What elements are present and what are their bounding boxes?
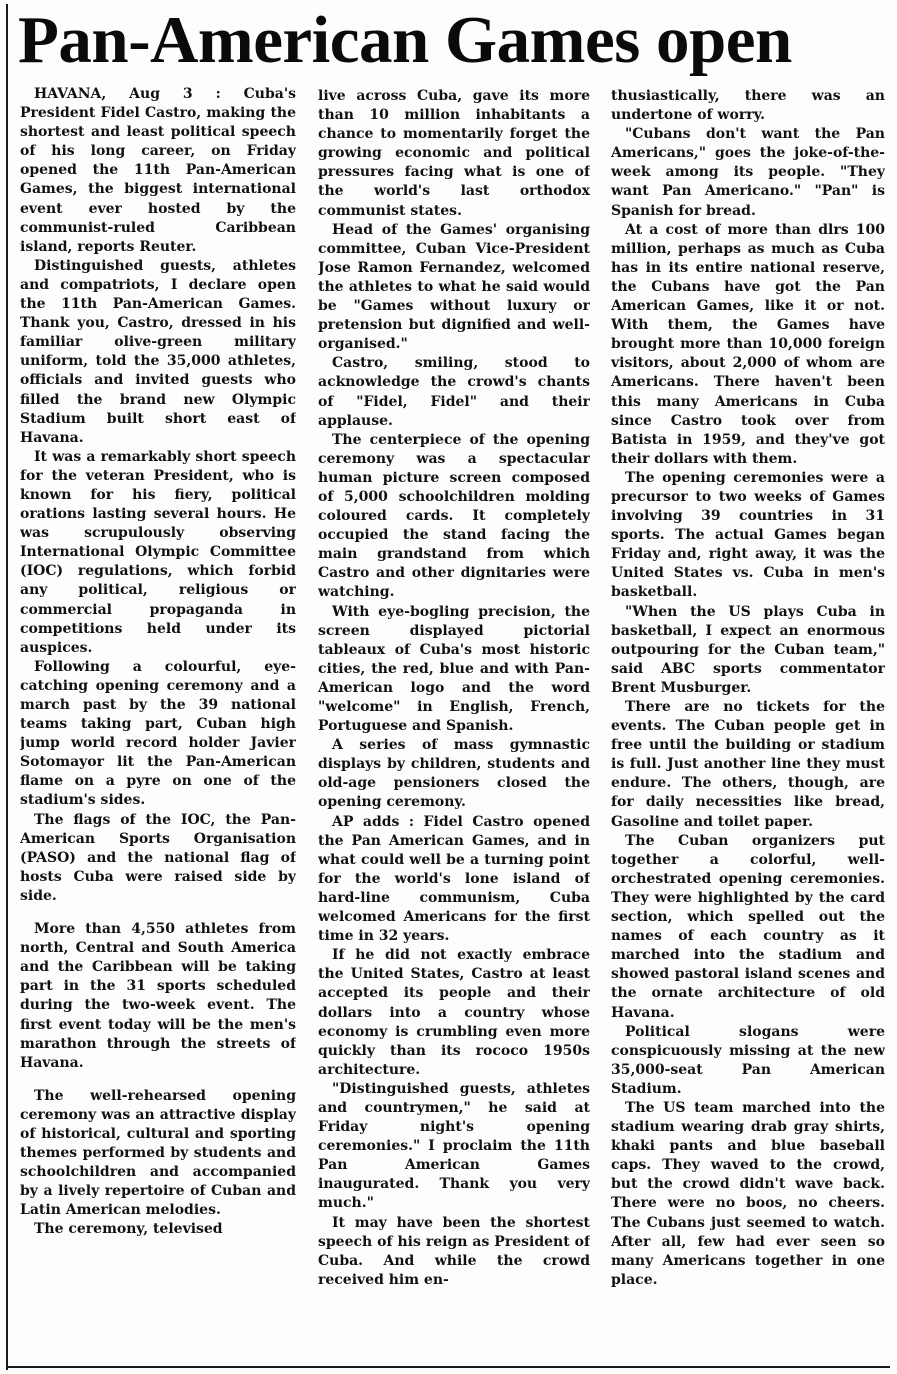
paragraph: There are no tickets for the events. The Cuban people get in free until the building or stadium is full. Just another line they must endure. The others, though, are for daily necessities like bread, Gasoline and toilet paper. <box>611 699 885 830</box>
paragraph: Following a colourful, eye-catching opening ceremony and a march past by the 39 national teams taking part, Cuban high jump world record holder Javier Sotomayor lit the Pan-American flame on a pyre on one of the stadium's sides. <box>20 658 296 809</box>
paragraph: If he did not exactly embrace the United States, Castro at least accepted its people and their dollars into a country whose economy is crumbling even more quickly than its rococo 1950s architecture. <box>318 947 590 1078</box>
article-column-1 <box>20 85 296 1360</box>
paragraph: The US team marched into the stadium wearing drab gray shirts, khaki pants and blue baseball caps. They waved to the crowd, but the crowd didn't wave back. There were no boos, no cheers. The Cubans just seemed to watch. After all, few had ever seen so many Americans together in one place. <box>611 1099 885 1288</box>
paragraph: Castro, smiling, stood to acknowledge the crowd's chants of "Fidel, Fidel" and their applause. <box>318 355 590 429</box>
paragraph: A series of mass gymnastic displays by children, students and old-age pensioners closed the opening ceremony. <box>318 737 590 811</box>
paragraph: "Distinguished guests, athletes and countrymen," he said at Friday night's opening ceremonies." I proclaim the 11th Pan American Games inaugurated. Thank you very much." <box>318 1080 590 1212</box>
paragraph: At a cost of more than dlrs 100 million, perhaps as much as Cuba has in its entire national reserve, the Cubans have got the Pan American Games, like it or not. With them, the Games have brought more than 10,000 foreign visitors, about 2,000 of whom are Americans. There haven't been this many Americans in Cuba since Castro took over from Batista in 1959, and they've got their dollars with them. <box>611 221 885 467</box>
article-column-3 <box>611 87 885 1362</box>
bottom-border-rule <box>6 1366 890 1368</box>
headline: Pan-American Games open <box>18 3 792 77</box>
paragraph: AP adds : Fidel Castro opened the Pan American Games, and in what could well be a turning point for the world's lone island of hard-line communism, Cuba welcomed Americans for the first time in 32 years. <box>318 813 590 945</box>
paragraph: live across Cuba, gave its more than 10 million inhabitants a chance to momentarily forget the growing economic and political pressures facing what is one of the world's last orthodox communist states. <box>318 88 590 219</box>
paragraph: The Cuban organizers put together a colorful, well-orchestrated opening ceremonies. They were highlighted by the card section, which spelled out the names of each country as it marched into the stadium and showed pastoral island scenes and the ornate architecture of old Havana. <box>611 832 885 1021</box>
paragraph: More than 4,550 athletes from north, Central and South America and the Caribbean will be taking part in the 31 sports scheduled during the two-week event. The first event today will be the men's marathon through the streets of Havana. <box>20 921 296 1071</box>
paragraph: The flags of the IOC, the Pan-American Sports Organisation (PASO) and the national flag of hosts Cuba were raised side by side. <box>20 811 296 904</box>
paragraph: Head of the Games' organising committee, Cuban Vice-President Jose Ramon Fernandez, welcomed the athletes to what he said would be "Games without luxury or pretension but dignified and well-organised." <box>318 221 590 353</box>
paragraph: The well-rehearsed opening ceremony was an attractive display of historical, cultural and sporting themes performed by students and schoolchildren and accompanied by a lively repertoire of Cuban and Latin American melodies. <box>20 1087 296 1219</box>
paragraph: It was a remarkably short speech for the veteran President, who is known for his fiery, political orations lasting several hours. He was scrupulously observing International Olympic Committee (IOC) regulations, which forbid any political, religious or commercial propaganda in competitions held under its auspices. <box>20 448 296 656</box>
paragraph: The opening ceremonies were a precursor to two weeks of Games involving 39 countries in 31 sports. The actual Games began Friday and, right away, it was the United States vs. Cuba in men's basketball. <box>611 469 885 601</box>
left-border-rule <box>6 4 8 1370</box>
paragraph: "Cubans don't want the Pan Americans," goes the joke-of-the- week among its people. "They want Pan Americano." "Pan" is Spanish for bread. <box>611 126 885 219</box>
paragraph: The centerpiece of the opening ceremony was a spectacular human picture screen composed of 5,000 schoolchildren molding coloured cards. It completely occupied the stand facing the main grandstand from which Castro and other dignitaries were watching. <box>318 431 590 601</box>
article-column-2 <box>318 87 590 1362</box>
paragraph: thusiastically, there was an undertone of worry. <box>611 88 885 124</box>
paragraph: Political slogans were conspicuously missing at the new 35,000-seat Pan American Stadium. <box>611 1023 885 1097</box>
paragraph: With eye-bogling precision, the screen displayed pictorial tableaux of Cuba's most historic cities, the red, blue and with Pan-American logo and the word "welcome" in English, French, Portuguese and Spanish. <box>318 603 590 735</box>
paragraph: Distinguished guests, athletes and compatriots, I declare open the 11th Pan-American Games. Thank you, Castro, dressed in his familiar olive-green military uniform, told the 35,000 athletes, officials and invited guests who filled the brand new Olympic Stadium built short east of Havana. <box>20 257 296 446</box>
paragraph: The ceremony, televised <box>34 1221 223 1238</box>
paragraph: It may have been the shortest speech of his reign as President of Cuba. And while the crowd received him en- <box>318 1214 590 1288</box>
paragraph: HAVANA, Aug 3 : Cuba's President Fidel Castro, making the shortest and least political speech of his long career, on Friday opened the 11th Pan-American Games, the biggest international event ever hosted by the communist-ruled Caribbean island, reports Reuter. <box>20 86 296 255</box>
paragraph: "When the US plays Cuba in basketball, I expect an enormous outpouring for the Cuban team," said ABC sports commentator Brent Musburger. <box>611 603 885 696</box>
